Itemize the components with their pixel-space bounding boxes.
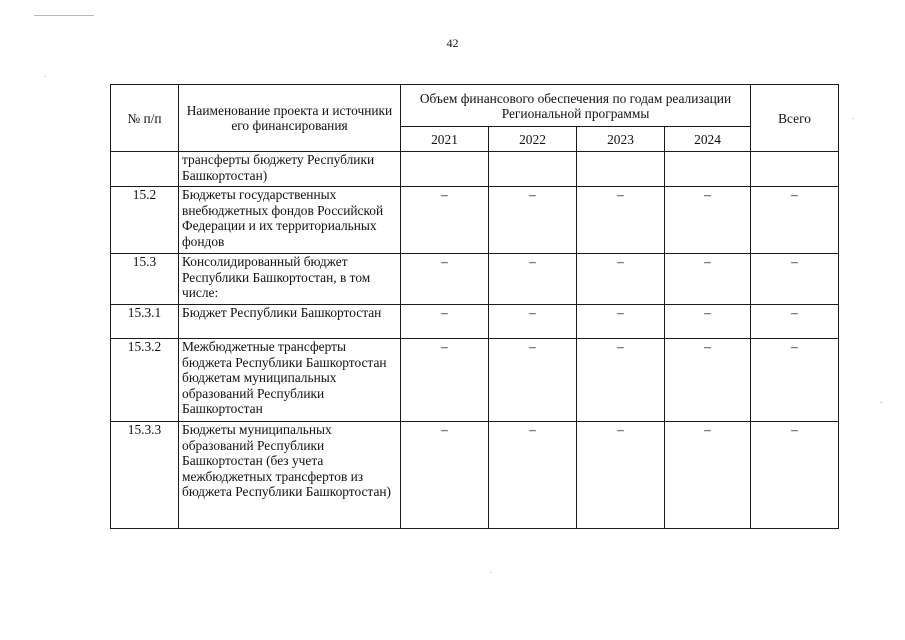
cell-2024: – <box>665 305 751 339</box>
header-year-2022: 2022 <box>489 127 577 152</box>
scan-speck <box>852 118 854 119</box>
scan-speck <box>44 76 46 77</box>
cell-total: – <box>751 187 839 254</box>
table-row <box>111 254 839 305</box>
cell-total: – <box>751 422 839 529</box>
cell-2023: – <box>577 305 665 339</box>
cell-2023 <box>577 152 665 187</box>
cell-total: – <box>751 254 839 305</box>
table-row <box>111 305 839 339</box>
row-name: Межбюджетные трансферты бюджета Республики Башкортостан бюджетам муниципальных образований Республики Башкортостан <box>179 339 401 422</box>
cell-2023: – <box>577 254 665 305</box>
cell-2021: – <box>401 254 489 305</box>
cell-total: – <box>751 339 839 422</box>
table-row <box>111 422 839 529</box>
cell-2022: – <box>489 254 577 305</box>
row-number: 15.3.1 <box>111 305 179 339</box>
cell-2022 <box>489 152 577 187</box>
cell-2023: – <box>577 339 665 422</box>
header-year-2023: 2023 <box>577 127 665 152</box>
table-row <box>111 152 839 187</box>
cell-2022: – <box>489 422 577 529</box>
row-number <box>111 152 179 187</box>
row-name: Бюджеты муниципальных образований Республики Башкортостан (без учета межбюджетных трансфертов из бюджета Республики Башкортостан) <box>179 422 401 529</box>
header-total: Всего <box>751 85 839 152</box>
cell-2021: – <box>401 305 489 339</box>
cell-2022: – <box>489 305 577 339</box>
row-number: 15.3.2 <box>111 339 179 422</box>
table-row <box>111 339 839 422</box>
cell-2024 <box>665 152 751 187</box>
row-number: 15.3.3 <box>111 422 179 529</box>
scan-speck <box>490 572 492 573</box>
scan-artifact-dots: · · · <box>98 13 137 19</box>
cell-2024: – <box>665 422 751 529</box>
row-name: Консолидированный бюджет Республики Башкортостан, в том числе: <box>179 254 401 305</box>
header-project-name: Наименование проекта и источники его финансирования <box>179 85 401 152</box>
header-year-2021: 2021 <box>401 127 489 152</box>
cell-2023: – <box>577 422 665 529</box>
cell-2021: – <box>401 339 489 422</box>
row-number: 15.3 <box>111 254 179 305</box>
funding-table <box>110 84 839 529</box>
cell-2023: – <box>577 187 665 254</box>
row-name: Бюджеты государственных внебюджетных фондов Российской Федерации и их территориальных фондов <box>179 187 401 254</box>
cell-2021: – <box>401 187 489 254</box>
cell-2024: – <box>665 254 751 305</box>
cell-2021: – <box>401 422 489 529</box>
row-name: Бюджет Республики Башкортостан <box>179 305 401 339</box>
row-number: 15.2 <box>111 187 179 254</box>
cell-2022: – <box>489 339 577 422</box>
cell-total <box>751 152 839 187</box>
page-number: 42 <box>446 36 459 50</box>
scan-artifact-line <box>34 15 94 16</box>
header-funding-by-year: Объем финансового обеспечения по годам реализации Региональной программы <box>401 85 751 127</box>
scan-speck <box>880 402 882 403</box>
row-name: трансферты бюджету Республики Башкортостан) <box>179 152 401 187</box>
table-row <box>111 187 839 254</box>
cell-2024: – <box>665 187 751 254</box>
cell-2022: – <box>489 187 577 254</box>
cell-2021 <box>401 152 489 187</box>
header-year-2024: 2024 <box>665 127 751 152</box>
cell-2024: – <box>665 339 751 422</box>
header-number: № п/п <box>111 85 179 152</box>
cell-total: – <box>751 305 839 339</box>
